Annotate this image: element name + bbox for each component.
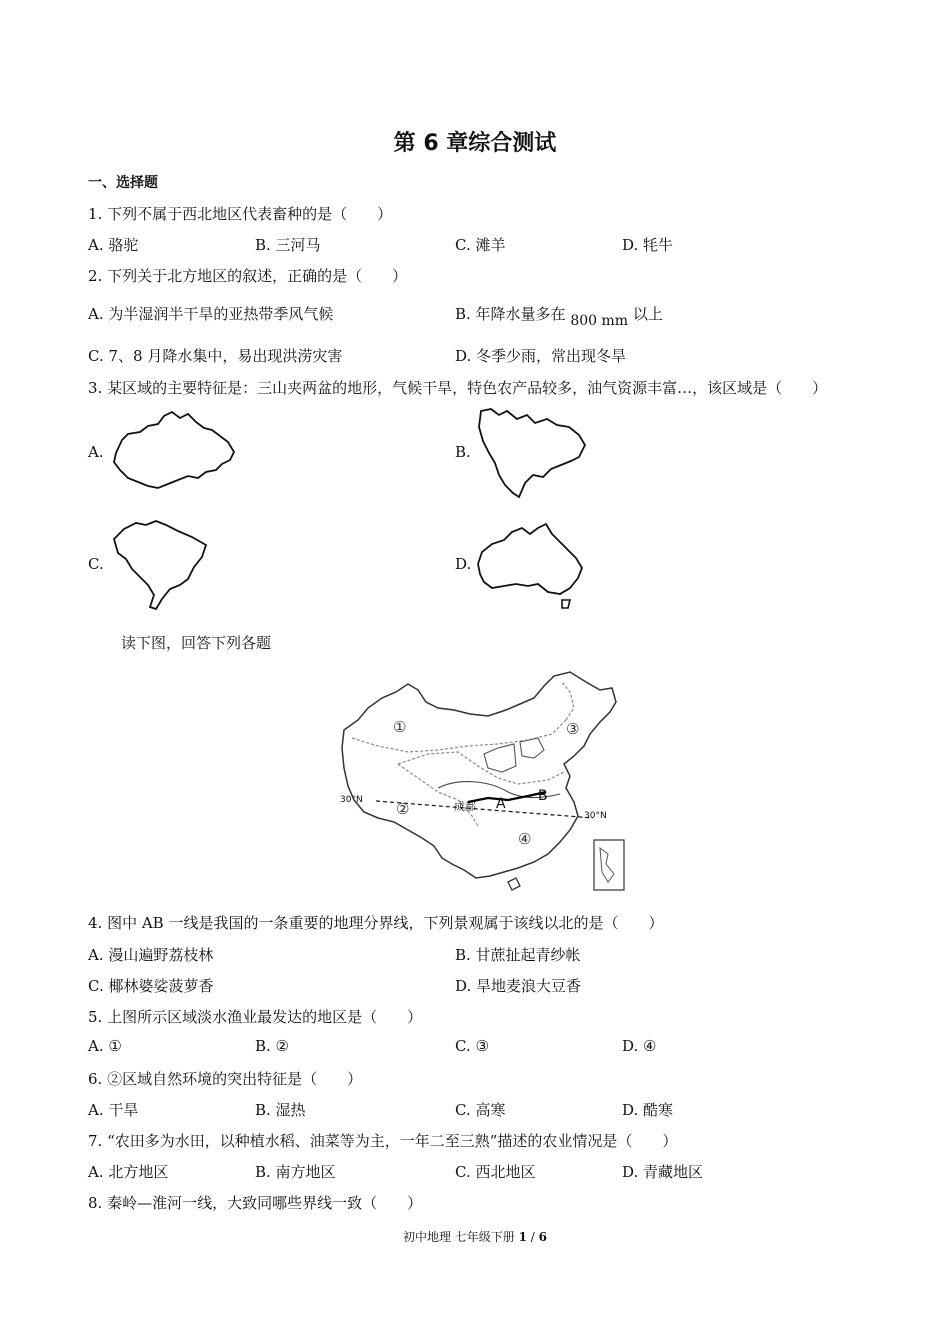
q7-option-b: B. 南方地区 [255,1163,336,1181]
map-region-4: ④ [518,830,532,848]
q7-option-c: C. 西北地区 [455,1163,536,1181]
q4-option-d: D. 旱地麦浪大豆香 [455,977,582,995]
q1-option-d: D. 牦牛 [622,236,674,254]
section-heading: 一、选择题 [88,175,158,191]
q5-option-d: D. ④ [622,1037,657,1055]
q5-option-a: A. ① [88,1037,122,1055]
q1-option-c: C. 滩羊 [455,236,506,254]
map-region-2: ② [396,800,410,818]
q5-option-c: C. ③ [455,1037,489,1055]
question-2-stem: 2. 下列关于北方地区的叙述，正确的是（ ） [88,267,408,285]
map-point-a: A [496,796,506,812]
china-region-map [338,668,633,893]
map-region-3: ③ [566,720,580,738]
q2-option-c: C. 7、8 月降水集中，易出现洪涝灾害 [88,347,343,365]
xinjiang-outline-image [108,408,238,498]
q6-option-c: C. 高寒 [455,1101,506,1119]
question-6-stem: 6. ②区域自然环境的突出特征是（ ） [88,1070,363,1088]
page-footer [0,1228,950,1245]
q1-option-b: B. 三河马 [255,236,321,254]
q4-option-c: C. 椰林婆娑菠萝香 [88,977,214,995]
q3-label-b: B. [455,443,471,461]
q6-option-a: A. 干旱 [88,1101,139,1119]
q2-option-b-value: 800 mm [570,313,629,329]
question-7-stem: 7. “农田多为水田，以种植水稻、油菜等为主，一年二至三熟”描述的农业情况是（ ） [88,1132,678,1150]
map-intro: 读下图，回答下列各题 [121,634,272,652]
q2-option-a: A. 为半湿润半干旱的亚热带季风气候 [88,305,334,323]
q3-label-c: C. [88,555,104,573]
q4-option-a: A. 漫山遍野荔枝林 [88,946,214,964]
question-8-stem: 8. 秦岭—淮河一线，大致同哪些界线一致（ ） [88,1194,423,1212]
q2-option-d: D. 冬季少雨，常出现冬旱 [455,347,627,365]
footer-page-total: 6 [538,1230,548,1244]
q2-option-b [455,303,663,329]
brazil-outline-image [108,515,213,615]
map-region-1: ① [393,718,407,736]
q6-option-b: B. 湿热 [255,1101,306,1119]
q1-option-a: A. 骆驼 [88,236,139,254]
q5-option-b: B. ② [255,1037,290,1055]
q3-label-a: A. [88,443,104,461]
question-1-stem: 1. 下列不属于西北地区代表畜种的是（ ） [88,205,393,223]
page-title: 第 6 章综合测试 [393,131,557,156]
question-3-stem: 3. 某区域的主要特征是：三山夹两盆的地形，气候干旱，特色农产品较多，油气资源丰富…，该区域是（ ） [88,379,828,397]
q7-option-d: D. 青藏地区 [622,1163,704,1181]
map-city-label: 成都 [454,800,476,813]
q3-label-d: D. [455,555,472,573]
footer-text: 初中地理 七年级下册 [402,1230,519,1244]
map-lat-right: 30°N [584,811,607,821]
q2-option-b-suffix: 以上 [632,305,663,323]
q4-option-b: B. 甘蔗扯起青纱帐 [455,946,581,964]
footer-page-number: 1 [518,1230,527,1244]
map-point-b: B [538,788,548,804]
sichuan-outline-image [475,405,590,503]
q2-option-b-text: B. 年降水量多在 [455,305,566,323]
map-lat-left: 30°N [340,795,363,805]
australia-outline-image [472,518,587,613]
question-4-stem: 4. 图中 AB 一线是我国的一条重要的地理分界线，下列景观属于该线以北的是（ ） [88,914,664,932]
q6-option-d: D. 酷寒 [622,1101,674,1119]
q7-option-a: A. 北方地区 [88,1163,169,1181]
question-5-stem: 5. 上图所示区域淡水渔业最发达的地区是（ ） [88,1008,423,1026]
footer-separator: / [526,1230,539,1244]
